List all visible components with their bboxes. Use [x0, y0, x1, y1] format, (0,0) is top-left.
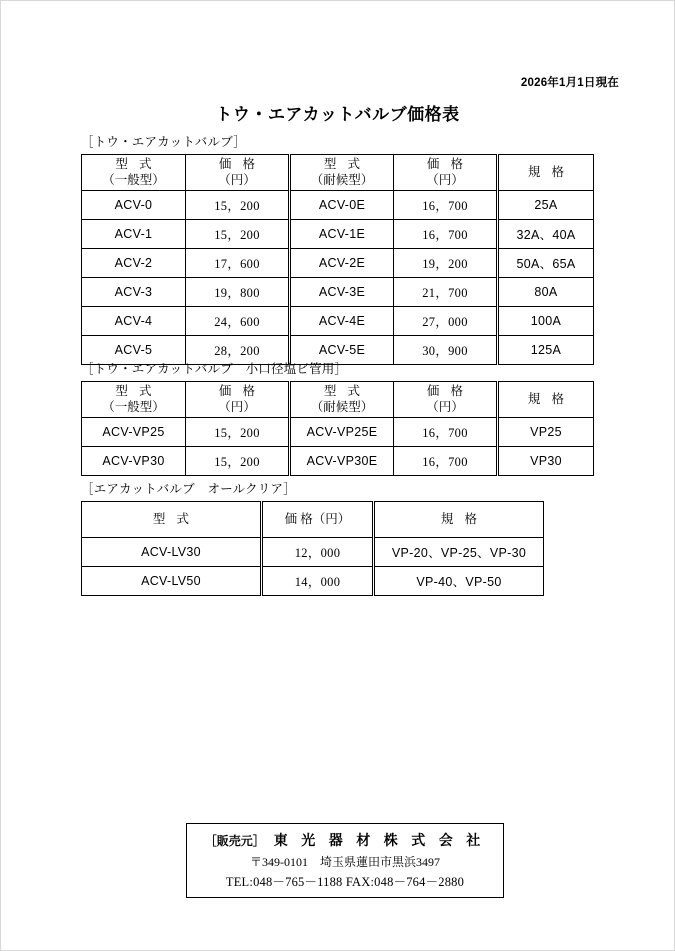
column-header-sub: （耐候型）: [310, 172, 374, 187]
vendor-contact: TEL:048－765－1188 FAX:048－764－2880: [225, 875, 465, 889]
cell-model-weather: ACV-4E: [290, 307, 394, 336]
column-header-price-general: [186, 155, 290, 191]
table-row: [82, 249, 594, 278]
column-header-main: 価 格: [218, 156, 260, 171]
column-header-model: [82, 502, 262, 538]
section-small-diameter-pvc: [81, 359, 594, 476]
cell-price-weather: 27，000: [394, 307, 498, 336]
column-header-price-general: [186, 382, 290, 418]
cell-spec: VP-20、VP-25、VP-30: [374, 538, 544, 567]
table-header-row: [82, 382, 594, 418]
cell-model-weather: ACV-0E: [290, 191, 394, 220]
effective-date: 2026年1月1日現在: [520, 77, 619, 89]
cell-price-general: 24，600: [186, 307, 290, 336]
column-header-main: 価 格（円）: [284, 511, 351, 526]
cell-price-weather: 19，200: [394, 249, 498, 278]
cell-spec: VP30: [498, 447, 594, 476]
column-header-sub: （円）: [218, 172, 256, 187]
cell-spec: VP-40、VP-50: [374, 567, 544, 596]
cell-price-general: 28，200: [186, 336, 290, 365]
cell-model-general: ACV-VP30: [82, 447, 186, 476]
cell-price-weather: 30，900: [394, 336, 498, 365]
column-header-main: 価 格: [426, 156, 468, 171]
table-row: [82, 307, 594, 336]
column-header-main: 価 格: [426, 383, 468, 398]
cell-model-general: ACV-0: [82, 191, 186, 220]
column-header-main: 型 式: [115, 383, 156, 398]
cell-model-general: ACV-VP25: [82, 418, 186, 447]
cell-price: 12，000: [262, 538, 374, 567]
column-header-price-weather: [394, 382, 498, 418]
table-row: [82, 447, 594, 476]
table-row: [82, 220, 594, 249]
cell-model-weather: ACV-VP25E: [290, 418, 394, 447]
cell-price: 14，000: [262, 567, 374, 596]
cell-price-weather: 16，700: [394, 191, 498, 220]
column-header-main: 型 式: [323, 383, 365, 398]
cell-spec: 125A: [498, 336, 594, 365]
column-header-price-weather: [394, 155, 498, 191]
cell-price-general: 15，200: [186, 447, 290, 476]
column-header-spec: [498, 382, 594, 418]
cell-price-general: 15，200: [186, 418, 290, 447]
column-header-price: [262, 502, 374, 538]
cell-model: ACV-LV50: [82, 567, 262, 596]
column-header-model-weather: [290, 382, 394, 418]
cell-price-general: 19，800: [186, 278, 290, 307]
section-label: ［トウ・エアカットバルブ］: [81, 135, 246, 149]
cell-price-general: 15，200: [186, 191, 290, 220]
column-header-main: 規 格: [440, 511, 482, 526]
column-header-sub: （耐候型）: [310, 399, 374, 414]
column-header-sub: （一般型）: [102, 399, 165, 414]
vendor-company-name: 東 光 器 材 株 式 会 社: [273, 834, 486, 849]
cell-spec: 50A、65A: [498, 249, 594, 278]
cell-spec: 100A: [498, 307, 594, 336]
column-header-sub: （円）: [426, 399, 464, 414]
cell-price-weather: 16，700: [394, 447, 498, 476]
cell-model-general: ACV-3: [82, 278, 186, 307]
column-header-spec: [498, 155, 594, 191]
vendor-name-row: [187, 830, 503, 850]
cell-price-general: 17，600: [186, 249, 290, 278]
column-header-main: 規 格: [527, 164, 569, 179]
cell-model: ACV-LV30: [82, 538, 262, 567]
cell-model-general: ACV-5: [82, 336, 186, 365]
cell-model-weather: ACV-3E: [290, 278, 394, 307]
vendor-tag: ［販売元］: [204, 834, 265, 848]
cell-spec: 80A: [498, 278, 594, 307]
cell-model-general: ACV-2: [82, 249, 186, 278]
cell-price-weather: 16，700: [394, 220, 498, 249]
cell-model-weather: ACV-2E: [290, 249, 394, 278]
column-header-main: 規 格: [527, 391, 569, 406]
table-header-row: [82, 502, 544, 538]
cell-model-general: ACV-4: [82, 307, 186, 336]
column-header-main: 価 格: [218, 383, 260, 398]
column-header-model-general: [82, 382, 186, 418]
cell-price-general: 15，200: [186, 220, 290, 249]
column-header-main: 型 式: [323, 156, 365, 171]
column-header-model-general: [82, 155, 186, 191]
column-header-main: 型 式: [152, 511, 194, 526]
table-row: [82, 538, 544, 567]
cell-spec: 25A: [498, 191, 594, 220]
price-table-small-pvc: [81, 381, 594, 476]
cell-spec: VP25: [498, 418, 594, 447]
column-header-sub: （円）: [426, 172, 464, 187]
table-row: [82, 418, 594, 447]
page-title: トウ・エアカットバルブ価格表: [215, 105, 460, 124]
cell-model-weather: ACV-VP30E: [290, 447, 394, 476]
cell-model-weather: ACV-1E: [290, 220, 394, 249]
table-row: [82, 191, 594, 220]
column-header-sub: （一般型）: [102, 172, 165, 187]
column-header-spec: [374, 502, 544, 538]
price-table-main: [81, 154, 594, 365]
section-label: ［エアカットバルブ オールクリア］: [81, 482, 296, 496]
cell-price-weather: 21，700: [394, 278, 498, 307]
cell-price-weather: 16，700: [394, 418, 498, 447]
table-row: [82, 278, 594, 307]
table-header-row: [82, 155, 594, 191]
cell-model-weather: ACV-5E: [290, 336, 394, 365]
cell-model-general: ACV-1: [82, 220, 186, 249]
table-row: [82, 567, 544, 596]
section-label: ［トウ・エアカットバルブ 小口径塩ビ管用］: [81, 362, 348, 376]
section-all-clear: [81, 479, 544, 596]
vendor-address: 〒349-0101 埼玉県蓮田市黒浜3497: [250, 855, 440, 869]
column-header-sub: （円）: [218, 399, 256, 414]
vendor-info-box: [186, 823, 504, 898]
column-header-main: 型 式: [115, 156, 156, 171]
column-header-model-weather: [290, 155, 394, 191]
section-air-cut-valve: [81, 132, 594, 365]
cell-spec: 32A、40A: [498, 220, 594, 249]
price-table-all-clear: [81, 501, 544, 596]
